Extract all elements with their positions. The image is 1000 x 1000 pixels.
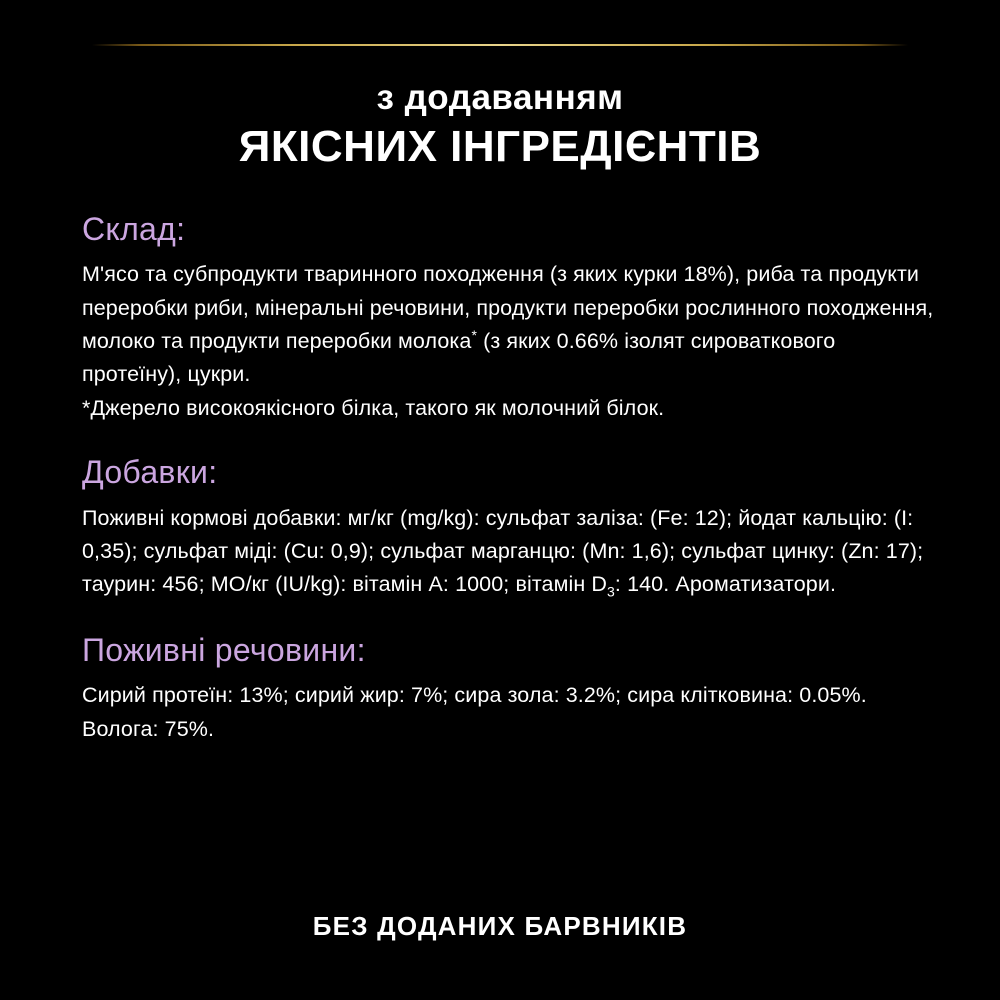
composition-text-main: М'ясо та субпродукти тваринного походження (з яких курки 18%), риба та продукти переробки риби, мінеральні речовини, продукти переробки рослинного походження, молоко та продукти переробки молока — [82, 262, 934, 354]
composition-text-tail: (з яких 0.66% ізолят сироваткового протеїну), цукри. — [82, 329, 836, 387]
section-title-nutrients: Поживні речовини: — [82, 632, 366, 669]
additives-text-part-1: Поживні кормові добавки: мг/кг (mg/kg): сульфат заліза: (Fe: 12); йодат кальцію: (I: 0,35); сульфат міді: (Cu: 0,9); сульфат марганцю: (Mn: 1,6); сульфат цинку: (Zn: 17); таурин: 456; МО/кг (IU/kg): вітамін А: 1000; вітамін D — [82, 505, 924, 597]
gold-divider — [92, 44, 908, 46]
section-body-composition — [82, 258, 940, 425]
headline-line-2: ЯКІСНИХ ІНГРЕДІЄНТІВ — [238, 122, 762, 172]
composition-footnote: *Джерело високоякісного білка, такого як молочний білок. — [82, 395, 665, 420]
section-body-nutrients: Сирий протеїн: 13%; сирий жир: 7%; сира зола: 3.2%; сира клітковина: 0.05%. Волога: 75%. — [82, 683, 867, 741]
headline — [0, 78, 1000, 173]
section-additives — [82, 453, 940, 603]
section-title-additives: Добавки: — [82, 454, 218, 491]
footer-claim: БЕЗ ДОДАНИХ БАРВНИКІВ — [312, 911, 688, 941]
headline-line-1: з додаванням — [376, 78, 624, 117]
additives-text-part-2: : 140. Ароматизатори. — [614, 572, 837, 597]
footnote-marker: * — [471, 327, 478, 344]
vitamin-d3-subscript: 3 — [607, 583, 615, 600]
section-title-composition: Склад: — [82, 211, 186, 247]
content-area — [82, 210, 940, 746]
section-composition — [82, 210, 940, 425]
section-nutrients — [82, 631, 940, 746]
section-body-additives — [82, 502, 940, 604]
